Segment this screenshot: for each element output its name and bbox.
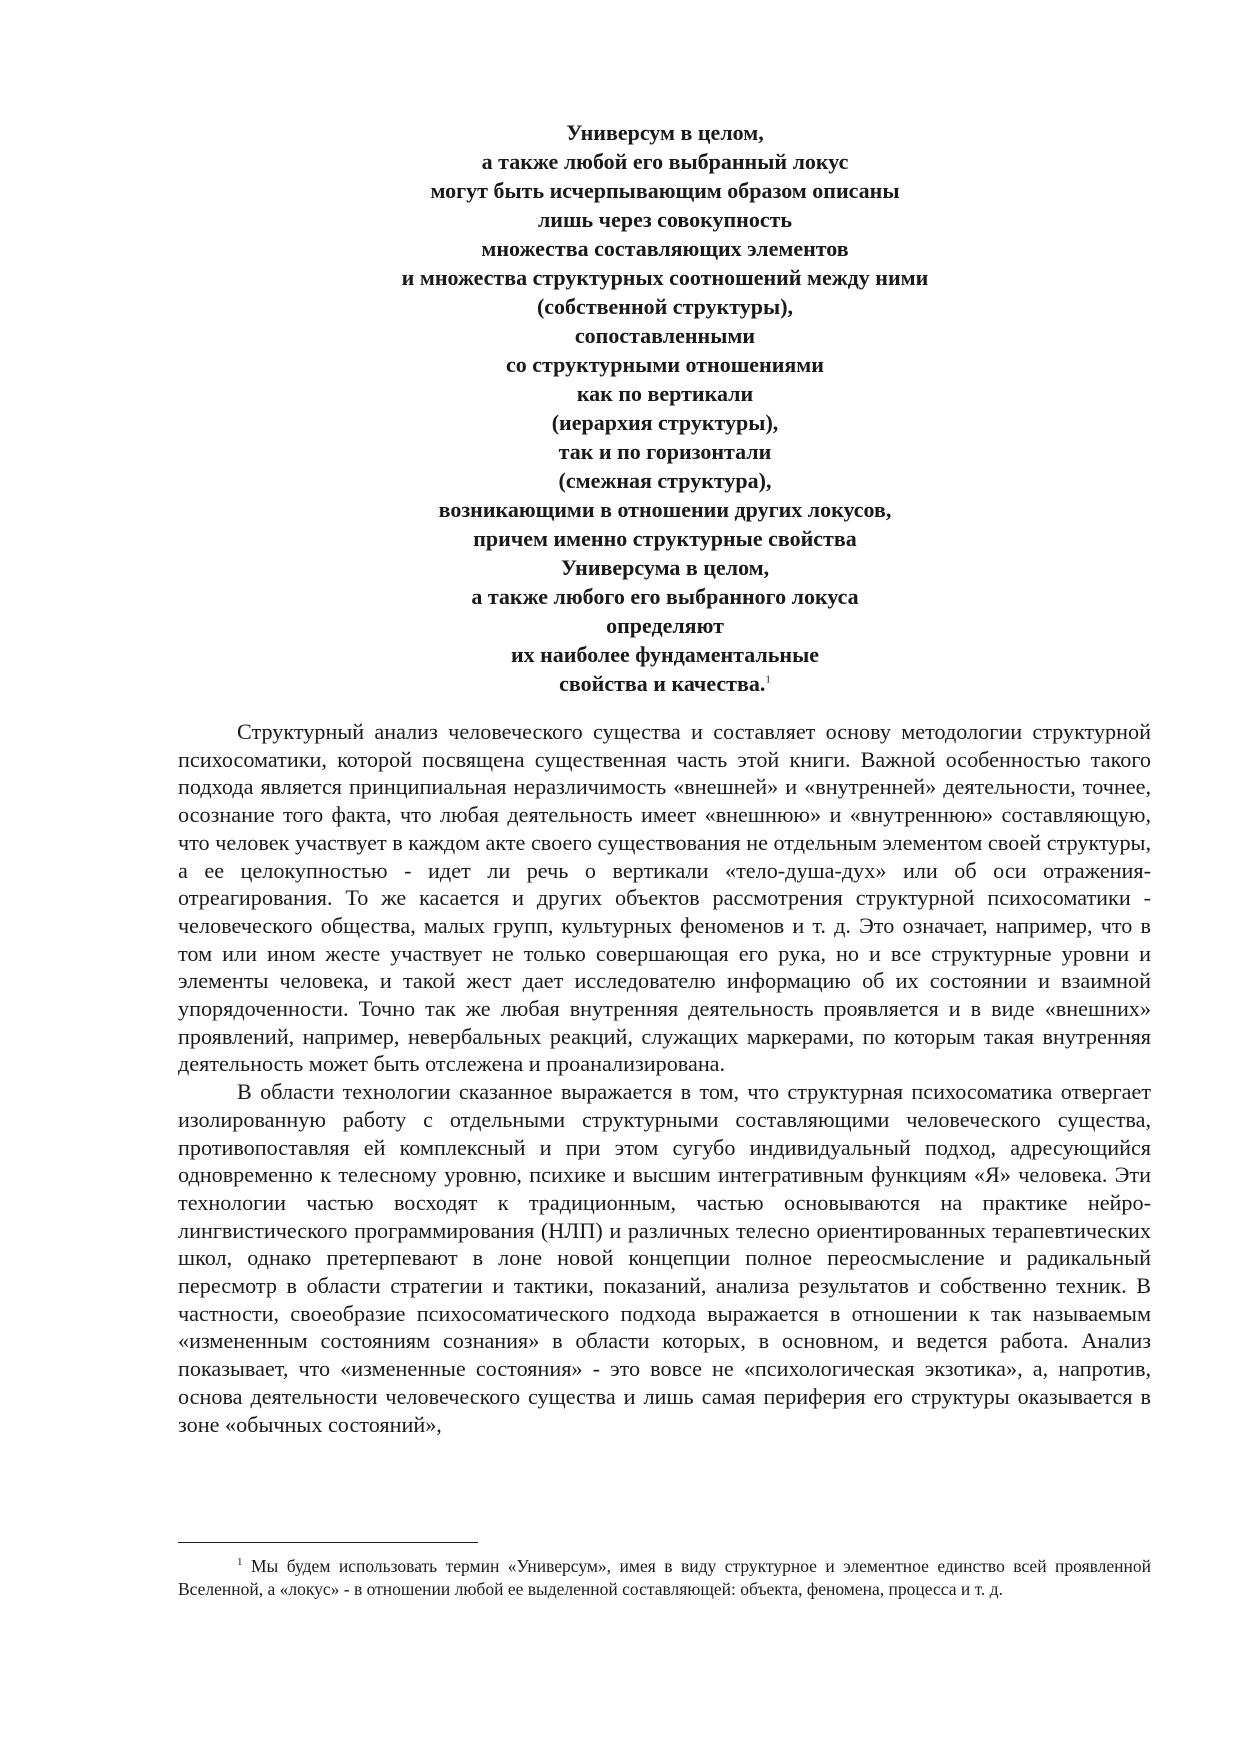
epigraph-line: их наиболее фундаментальные bbox=[510, 642, 820, 667]
epigraph-line: Универсума в целом, bbox=[560, 555, 770, 580]
epigraph-line: лишь через совокупность bbox=[537, 207, 793, 232]
epigraph-line: (смежная структура), bbox=[558, 468, 772, 493]
footnote bbox=[178, 1555, 1151, 1601]
epigraph bbox=[180, 118, 1150, 698]
footnote-text: Мы будем использовать термин «Универсум», имея в виду структурное и элементное единство всей проявленной Вселенной, а «локус» - в отношении любой ее выделенной составляющей: объекта, феномена, процесса и т. д. bbox=[178, 1556, 1151, 1599]
epigraph-line: а также любой его выбранный локус bbox=[481, 149, 849, 174]
epigraph-line: множества составляющих элементов bbox=[481, 236, 849, 261]
epigraph-line-text: свойства и качества. bbox=[559, 671, 766, 696]
epigraph-line: могут быть исчерпывающим образом описаны bbox=[430, 178, 900, 203]
footnote-separator bbox=[178, 1542, 478, 1543]
paragraph: Структурный анализ человеческого существа и составляет основу методологии структурной психосоматики, которой посвящена существенная часть этой книги. Важной особенностью такого подхода является принципиальная неразличимость «внешней» и «внутренней» деятельности, точнее, осознание того факта, что любая деятельность имеет «внешнюю» и «внутреннюю» составляющую, что человек участвует в каждом акте своего существования не отдельным элементом своей структуры, а ее целокупностью - идет ли речь о вертикали «тело-душа-дух» или об оси отражения-отреагирования. То же касается и других объектов рассмотрения структурной психосоматики - человеческого общества, малых групп, культурных феноменов и т. д. Это означает, например, что в том или ином жесте участвует не только совершающая его рука, но и все структурные уровни и элементы человека, и такой жест дает исследователю информацию об их состоянии и взаимной упорядоченности. Точно так же любая внутренняя деятельность проявляется и в виде «внешних» проявлений, например, невербальных реакций, служащих маркерами, по которым такая внутренняя деятельность может быть отслежена и проанализирована. bbox=[178, 719, 1151, 1077]
epigraph-line: и множества структурных соотношений между ними bbox=[401, 265, 929, 290]
epigraph-line: возникающими в отношении других локусов, bbox=[438, 497, 892, 522]
epigraph-line: (собственной структуры), bbox=[536, 294, 794, 319]
epigraph-line: а также любого его выбранного локуса bbox=[471, 584, 859, 609]
footnote-mark: 1 bbox=[237, 1556, 243, 1569]
epigraph-line: как по вертикали bbox=[576, 381, 754, 406]
epigraph-line: определяют bbox=[606, 613, 724, 638]
epigraph-line: (иерархия структуры), bbox=[551, 410, 779, 435]
paragraph: В области технологии сказанное выражается в том, что структурная психосоматика отвергает изолированную работу с отдельными структурными составляющими человеческого существа, противопоставляя ей комплексный и при этом сугубо индивидуальный подход, адресующийся одновременно к телесному уровню, психике и высшим интегративным функциям «Я» человека. Эти технологии частью восходят к традиционным, частью основываются на практике нейро-лингвистического программирования (НЛП) и различных телесно ориентированных терапевтических школ, однако претерпевают в лоне новой концепции полное переосмысление и радикальный пересмотр в области стратегии и тактики, показаний, анализа результатов и собственно техник. В частности, своеобразие психосоматического подхода выражается в отношении к так называемым «измененным состояниям сознания» в области которых, в основном, и ведется работа. Анализ показывает, что «измененные состояния» - это вовсе не «психологическая экзотика», а, напротив, основа деятельности человеческого существа и лишь самая периферия его структуры оказывается в зоне «обычных состояний», bbox=[178, 1079, 1151, 1437]
footnote-reference[interactable]: 1 bbox=[765, 673, 771, 686]
epigraph-line: так и по горизонтали bbox=[558, 439, 772, 464]
epigraph-line: со структурными отношениями bbox=[506, 352, 824, 377]
epigraph-line: Универсум в целом, bbox=[566, 120, 764, 145]
epigraph-line: сопоставленными bbox=[574, 323, 756, 348]
body-text bbox=[178, 718, 1151, 1438]
epigraph-line: причем именно структурные свойства bbox=[473, 526, 857, 551]
epigraph-line-last bbox=[180, 669, 1150, 698]
